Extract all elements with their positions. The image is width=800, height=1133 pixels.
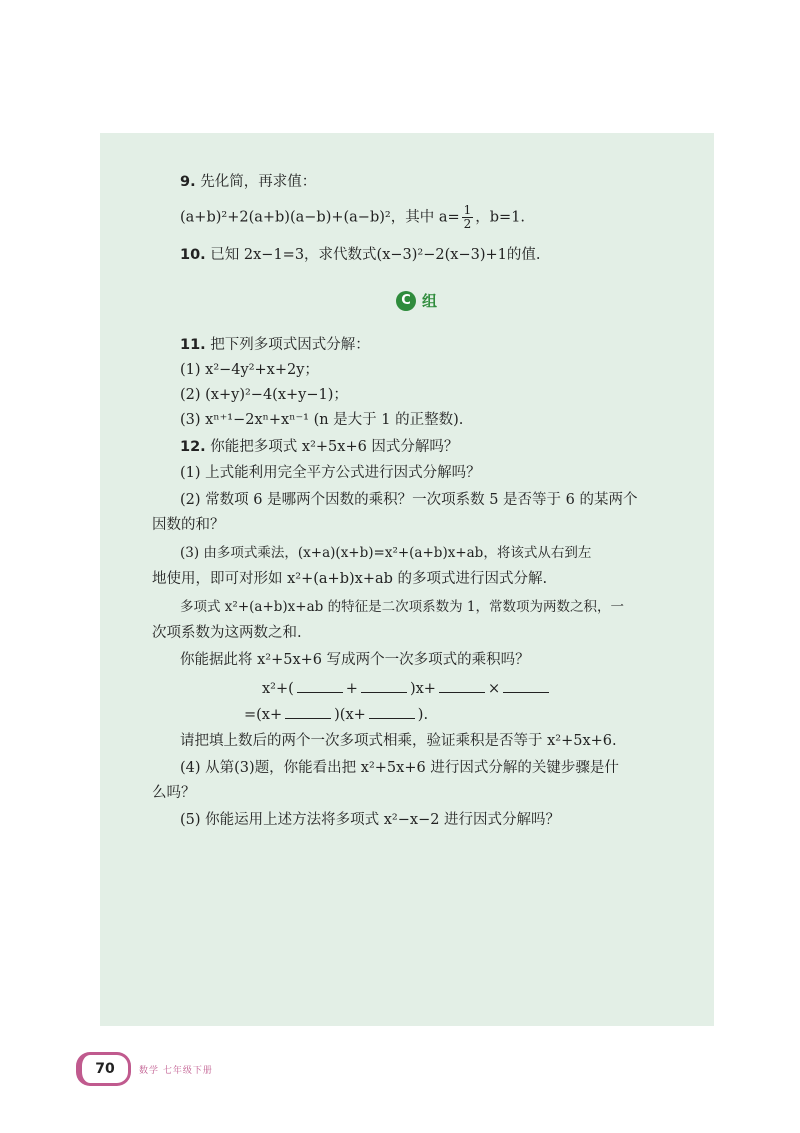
q9-number: 9. bbox=[180, 174, 196, 190]
fill-in-line-2 bbox=[244, 704, 428, 725]
q12-part3-verify: 请把填上数后的两个一次多项式相乘，验证乘积是否等于 x²+5x+6. bbox=[180, 733, 617, 749]
blank-field[interactable] bbox=[369, 704, 415, 719]
q12-title: 你能把多项式 x²+5x+6 因式分解吗？ bbox=[210, 439, 459, 455]
fraction-numerator: 1 bbox=[463, 203, 472, 217]
q12-number: 12. bbox=[180, 439, 206, 455]
fill1-prefix: x²+( bbox=[262, 681, 294, 697]
fill-in-line-1 bbox=[262, 678, 552, 699]
blank-field[interactable] bbox=[503, 678, 549, 693]
q12-part4-line2: 么吗？ bbox=[152, 785, 196, 801]
q9-title-line bbox=[180, 172, 316, 192]
q12-part3-line3: 多项式 x²+(a+b)x+ab 的特征是二次项系数为 1，常数项为两数之积，一 bbox=[180, 599, 624, 615]
q10-text: 已知 2x−1=3，求代数式(x−3)²−2(x−3)+1的值. bbox=[210, 247, 541, 263]
group-c-badge-icon: C bbox=[396, 291, 416, 311]
fill2-prefix: =(x+ bbox=[244, 707, 283, 723]
q11-item: (3) xⁿ⁺¹−2xⁿ+xⁿ⁻¹ (n 是大于 1 的正整数). bbox=[180, 412, 464, 428]
book-title: 数学 七年级下册 bbox=[139, 1065, 213, 1076]
fill1-plus: + bbox=[345, 681, 358, 697]
q12-part3-line5: 你能据此将 x²+5x+6 写成两个一次多项式的乘积吗？ bbox=[180, 652, 530, 668]
fill2-suffix: ). bbox=[417, 707, 429, 723]
q9-expr-right: ，b=1. bbox=[475, 209, 526, 226]
blank-field[interactable] bbox=[361, 678, 407, 693]
q11-title-line bbox=[180, 335, 370, 355]
q12-part3-line2: 地使用，即可对形如 x²+(a+b)x+ab 的多项式进行因式分解. bbox=[152, 571, 548, 587]
fill1-times: × bbox=[487, 681, 501, 697]
q12-part2-line1: (2) 常数项 6 是哪两个因数的乘积？一次项系数 5 是否等于 6 的某两个 bbox=[180, 492, 638, 508]
q9-expr-left: (a+b)²+2(a+b)(a−b)+(a−b)²，其中 a= bbox=[180, 209, 460, 226]
group-c-label: 组 bbox=[422, 292, 438, 310]
q9-fraction bbox=[462, 204, 474, 231]
group-c-heading bbox=[396, 290, 437, 311]
q11-item: (2) (x+y)²−4(x+y−1)； bbox=[180, 387, 348, 403]
q9-title: 先化简，再求值： bbox=[200, 174, 317, 190]
fill1-mid: )x+ bbox=[409, 681, 436, 697]
page-footer bbox=[76, 1052, 213, 1086]
q12-part3-line1: (3) 由多项式乘法，(x+a)(x+b)=x²+(a+b)x+ab，将该式从右到左 bbox=[180, 545, 592, 561]
q11-item: (1) x²−4y²+x+2y； bbox=[180, 362, 319, 378]
blank-field[interactable] bbox=[439, 678, 485, 693]
page-number: 70 bbox=[76, 1052, 131, 1086]
q12-title-line bbox=[180, 437, 458, 457]
q12-part5: (5) 你能运用上述方法将多项式 x²−x−2 进行因式分解吗？ bbox=[180, 812, 561, 828]
blank-field[interactable] bbox=[285, 704, 331, 719]
q10-number: 10. bbox=[180, 247, 206, 263]
fraction-denominator: 2 bbox=[463, 217, 472, 231]
fill2-mid: )(x+ bbox=[334, 707, 366, 723]
q12-part2-line2: 因数的和？ bbox=[152, 517, 225, 533]
q9-expression bbox=[180, 204, 525, 231]
q11-number: 11. bbox=[180, 337, 206, 353]
q11-title: 把下列多项式因式分解： bbox=[210, 337, 370, 353]
q12-part4-line1: (4) 从第(3)题，你能看出把 x²+5x+6 进行因式分解的关键步骤是什 bbox=[180, 760, 619, 776]
q10-line bbox=[180, 245, 540, 265]
blank-field[interactable] bbox=[297, 678, 343, 693]
q12-part3-line4: 次项系数为这两数之和. bbox=[152, 625, 302, 641]
q12-part1: (1) 上式能利用完全平方公式进行因式分解吗？ bbox=[180, 465, 481, 481]
